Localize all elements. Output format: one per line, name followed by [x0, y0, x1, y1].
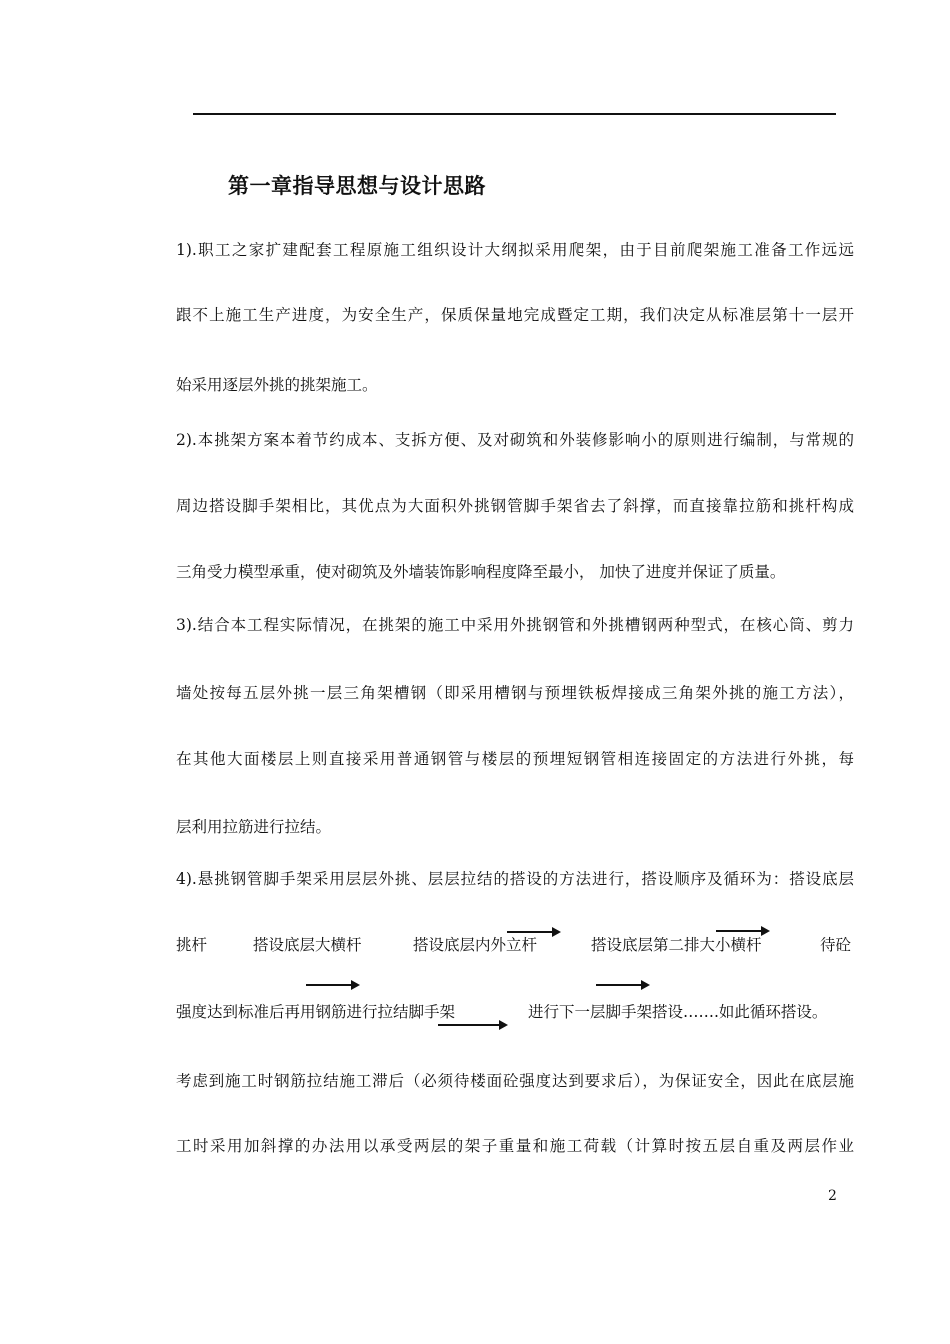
- paragraph-line: 跟不上施工生产进度，为安全生产，保质保量地完成暨定工期，我们决定从标准层第十一层开: [176, 306, 854, 324]
- flow-step: 搭设底层第二排大小横杆: [591, 936, 762, 954]
- header-rule: [193, 113, 836, 115]
- paragraph-line: 3).结合本工程实际情况，在挑架的施工中采用外挑钢管和外挑槽钢两种型式，在核心筒、剪力: [176, 616, 854, 634]
- page-number: 2: [828, 1188, 837, 1204]
- paragraph-line: 考虑到施工时钢筋拉结施工滞后（必须待楼面砼强度达到要求后），为保证安全，因此在底层施: [176, 1072, 854, 1090]
- flow-arrow-icon: [716, 930, 768, 932]
- flow-step: 进行下一层脚手架搭设…….如此循环搭设。: [528, 1003, 828, 1021]
- chapter-title: 第一章指导思想与设计思路: [228, 174, 486, 198]
- flow-step: 强度达到标准后再用钢筋进行拉结脚手架: [176, 1003, 456, 1021]
- paragraph-line: 在其他大面楼层上则直接采用普通钢管与楼层的预埋短钢管相连接固定的方法进行外挑，每: [176, 750, 854, 768]
- flow-arrow-icon: [596, 984, 648, 986]
- paragraph-line: 墙处按每五层外挑一层三角架槽钢（即采用槽钢与预埋铁板焊接成三角架外挑的施工方法），: [176, 684, 854, 702]
- paragraph-line: 2).本挑架方案本着节约成本、支拆方便、及对砌筑和外装修影响小的原则进行编制，与常规的: [176, 431, 854, 449]
- flow-arrow-icon: [306, 984, 358, 986]
- paragraph-line: 三角受力模型承重，使对砌筑及外墙装饰影响程度降至最小， 加快了进度并保证了质量。: [176, 563, 786, 581]
- flow-step: 搭设底层大横杆: [253, 936, 362, 954]
- paragraph-line: 4).悬挑钢管脚手架采用层层外挑、层层拉结的搭设的方法进行，搭设顺序及循环为：搭设底层: [176, 870, 854, 888]
- paragraph-line: 1).职工之家扩建配套工程原施工组织设计大纲拟采用爬架，由于目前爬架施工准备工作远远: [176, 241, 854, 259]
- paragraph-line: 层利用拉筋进行拉结。: [176, 818, 332, 836]
- paragraph-line: 工时采用加斜撑的办法用以承受两层的架子重量和施工荷载（计算时按五层自重及两层作业: [176, 1137, 854, 1155]
- flow-step: 待砼: [820, 936, 852, 954]
- flow-step: 挑杆: [176, 936, 208, 954]
- paragraph-line: 周边搭设脚手架相比，其优点为大面积外挑钢管脚手架省去了斜撑，而直接靠拉筋和挑杆构成: [176, 497, 854, 515]
- flow-arrow-icon: [438, 1024, 506, 1026]
- flow-arrow-icon: [507, 931, 559, 933]
- paragraph-line: 始采用逐层外挑的挑架施工。: [176, 376, 378, 394]
- flow-step: 搭设底层内外立杆: [413, 936, 538, 954]
